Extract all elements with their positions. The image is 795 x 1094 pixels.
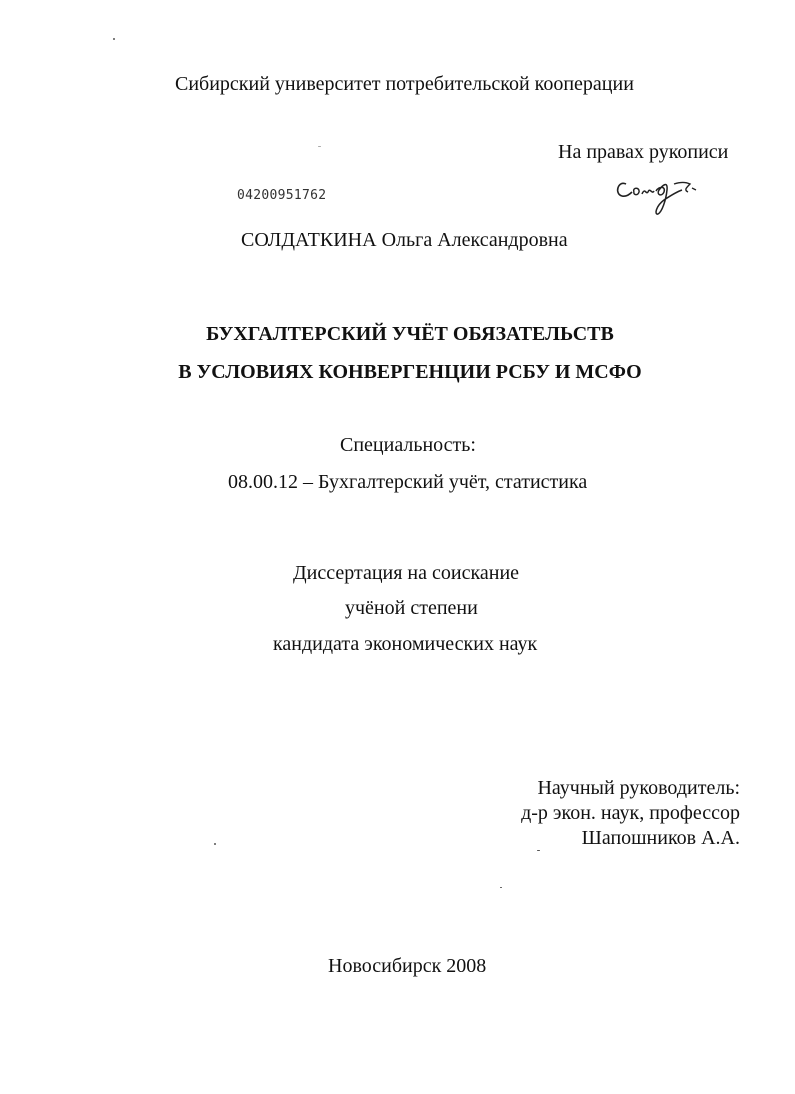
advisor-label: Научный руководитель: [537, 777, 740, 799]
institution-name: Сибирский университет потребительской кооперации [175, 73, 634, 95]
degree-line-1: Диссертация на соискание [293, 562, 520, 584]
advisor-name: Шапошников А.А. [581, 827, 740, 849]
degree-line-3: кандидата экономических наук [273, 633, 538, 655]
specialty-value: 08.00.12 – Бухгалтерский учёт, статистика [228, 471, 588, 493]
scan-speck [318, 146, 321, 147]
advisor-credentials: д-р экон. наук, профессор [521, 802, 740, 824]
author-name: СОЛДАТКИНА Ольга Александровна [241, 229, 568, 251]
degree-line-2: учёной степени [345, 597, 478, 619]
thesis-title-line-2: В УСЛОВИЯХ КОНВЕРГЕНЦИИ РСБУ И МСФО [178, 361, 642, 383]
scan-speck [214, 843, 216, 845]
advisor-block [521, 776, 740, 851]
thesis-title-line-1: БУХГАЛТЕРСКИЙ УЧЁТ ОБЯЗАТЕЛЬСТВ [206, 323, 614, 345]
handwritten-signature-icon [612, 170, 712, 220]
registration-code: 04200951762 [237, 188, 327, 203]
manuscript-note: На правах рукописи [558, 141, 729, 163]
scan-speck [113, 38, 115, 40]
specialty-label: Специальность: [340, 434, 476, 456]
city-and-year: Новосибирск 2008 [328, 955, 487, 977]
scan-speck [500, 887, 502, 888]
